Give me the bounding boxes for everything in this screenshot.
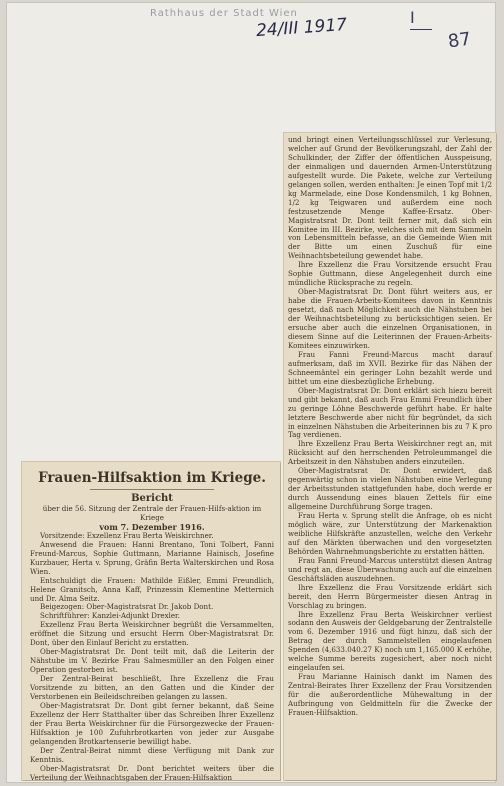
paragraph: und bringt einen Verteilungsschlüssel zur Verlesung, welcher auf Grund der Bevölkerungszahl, der Zahl der Schulkinder, der Ziffer der öffentlichen Ausspeisung, der einmaligen und dauernden Armen-Unterstützung aufgestellt wurde. Die Pakete, welche zur Verteilung gelangen sollen, werden enthalten: Je einen Topf mit 1/2 kg Marmelade, eine Dose Kondensmilch, 1 kg Bohnen, 1/2 kg Teigwaren und außerdem eine noch festzusetzende Menge Kaffee-Ersatz. Ober-Magistratsrat Dr. Dont teilt ferner mit, daß sich ein Komitee im III. Bezirke, welches sich mit dem Sammeln von Lebensmitteln befasse, an die Gemeinde Wien mit der Bitte um einen Zuschuß für eine Weihnachtsbeteilung gewendet habe. [288,135,493,261]
article-column-left [30,470,274,783]
paragraph: Ober-Magistratsrat Dr. Dont berichtet weiters über die Verteilung der Weihnachtsgaben der Frauen-Hilfsaktion [30,763,274,782]
paragraph: Der Zentral-Beirat nimmt diese Verfügung mit Dank zur Kenntnis. [30,745,274,764]
paragraph: Frau Marianne Hainisch dankt im Namen des Zentral-Beirates Ihrer Exzellenz der Frau Vorsitzenden für die außerordentliche Mühewaltung in der Aufbringung von Geldmitteln für die Zwecke der Frauen-Hilfsaktion. [288,672,492,717]
paragraph: Ober-Magistratsrat Dr. Dont führt weiters aus, er habe die Frauen-Arbeits-Komitees davon in Kenntnis gesetzt, daß nach Möglichkeit auch die Nähstuben bei der Weihnachtsbeteilung zu berücksichtigen seien. Er ersuche aber auch die einzelnen Organisationen, in diesem Sinne auf die Leiterinnen der Frauen-Arbeits-Komitees einzuwirken. [288,287,492,350]
paragraph: Beigezogen: Ober-Magistratsrat Dr. Jakob Dont. [40,602,214,612]
paragraph: Ihre Exzellenz Frau Berta Weiskirchner regt an, mit Rücksicht auf den herrschenden Petroleummangel die Arbeitszeit in den Nähstuben anders einzuteilen. [288,439,492,467]
archive-stamp: Rathhaus der Stadt Wien [150,8,298,19]
paragraph: Anwesend die Frauen: Hanni Brentano, Toni Tolbert, Fanni Freund-Marcus, Sophie Guttmann, Marianne Hainisch, Josefine Kurzbauer, Herta v. Sprung, Gräfin Berta Walterskirchen und Rosa Wien. [30,539,274,576]
paragraph: Ihre Exzellenz die Frau Vorsitzende erklärt sich bereit, den Herrn Bürgermeister diesen Antrag in Vorschlag zu bringen. [288,582,492,610]
folio-page-number: 87 [446,28,473,53]
paragraph: Ober-Magistratsrat Dr. Dont erwidert, daß gegenwärtig schon in vielen Nähstuben eine Verlegung der Arbeitsstunden stattgefunden habe, doch werde er durch Aussendung eines blauen Zettels für eine allgemeine Durchführung Sorge tragen. [288,466,492,512]
title-rule [90,489,214,490]
paragraph: Der Zentral-Beirat beschließt, Ihre Exzellenz die Frau Vorsitzende zu bitten, an den Gatten und die Kinder der Verstorbenen ein Beileidschreiben gelangen zu lassen. [30,674,274,702]
folio-number: I [410,8,432,30]
handwritten-date: 24/III 1917 [255,14,348,42]
article-column-right [288,136,492,718]
paragraph: Ihre Exzellenz die Frau Vorsitzende ersucht Frau Sophie Guttmann, diese Angelegenheit durch eine mündliche Rücksprache zu regeln. [288,260,492,288]
paragraph: Frau Herta v. Sprung stellt die Anfrage, ob es nicht möglich wäre, zur Unterstützung der Markenaktion weibliche Hilfskräfte anzustellen, welche den Verkehr auf den Märkten überwachen und den vorgesetzten Behörden Wahrnehmungsberichte zu erstatten hätten. [288,511,492,556]
article-subtitle: Bericht [131,493,173,504]
paragraph: Vorsitzende: Exzellenz Frau Berta Weiskirchner. [40,530,214,540]
paragraph: Exzellenz Frau Berta Weiskirchner begrüßt die Versammelten, eröffnet die Sitzung und ersucht Herrn Ober-Magistratsrat Dr. Dont, über den Einlauf Bericht zu erstatten. [30,620,274,648]
article-intro: über die 56. Sitzung der Zentrale der Frauen-Hilfs-aktion im Kriege [42,504,262,522]
paragraph: Ober-Magistratsrat Dr. Dont teilt mit, daß die Leiterin der Nähstube im V. Bezirke Frau Salmesmüller an den Folgen einer Operation gestorben ist. [30,647,274,675]
paragraph: Frau Fanni Freund-Marcus unterstützt diesen Antrag und regt an, diese Überwachung auch auf die einzelnen Geschäftsläden auszudehnen. [288,555,492,583]
paragraph: Schriftführer: Kanzlei-Adjunkt Drexler. [40,611,180,621]
article-title: Frauen-Hilfsaktion im Kriege. [38,470,266,486]
article-date-line: vom 7. Dezember 1916. [99,521,205,532]
paragraph: Ihre Exzellenz Frau Berta Weiskirchner verliest sodann den Ausweis der Geldgebarung der Zentralstelle vom 6. Dezember 1916 und fügt hinzu, daß sich der Betrag der durch Sammelstellen eingelaufenen Spenden (4,633.040.27 K) noch um 1,165.000 K erhöhe, welche Summe bereits zugesichert, aber noch nicht eingelaufen sei. [288,609,492,673]
paragraph: Frau Fanni Freund-Marcus macht darauf aufmerksam, daß im XVII. Bezirke für das Nähen der Schneemäntel ein geringer Lohn bezahlt werde und bittet um eine diesbezügliche Erhebung. [288,349,492,386]
paragraph: Ober-Magistratsrat Dr. Dont erklärt sich hiezu bereit und gibt bekannt, daß auch Frau Emmi Freundlich über zu geringe Löhne Beschwerde geführt habe. Er halte letztere Beschwerde aber nicht für begründet, da sich in einzelnen Nähstuben die Arbeiterinnen bis zu 7 K pro Tag verdienen. [288,385,492,440]
paragraph: Ober-Magistratsrat Dr. Dont gibt ferner bekannt, daß Seine Exzellenz der Herr Statthalter über das Schreiben Ihrer Exzellenz der Frau Berta Weiskirchner für die Fürsorgezwecke der Frauen-Hilfsaktion je 100 Zufuhrbrotkarten von jeder zur Ausgabe gelangenden Brotkartenserie bewilligt habe. [30,700,274,746]
paragraph: Entschuldigt die Frauen: Mathilde Eißler, Emmi Freundlich, Helene Granitsch, Anna Kaff, Prinzessin Klementine Metternich und Dr. Alma Seitz. [30,575,274,603]
